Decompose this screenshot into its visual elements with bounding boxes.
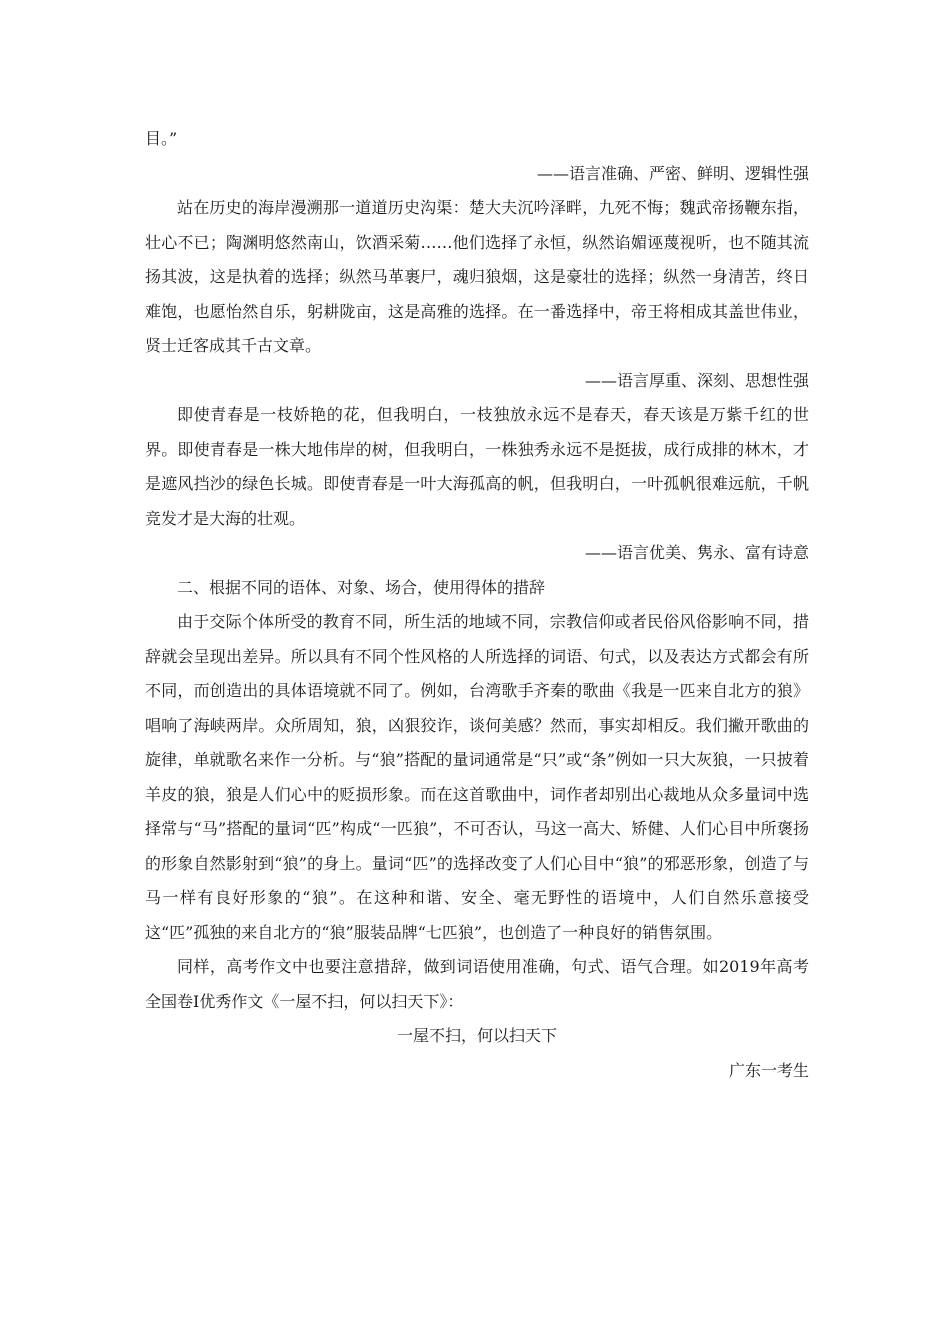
body-paragraph-4: 同样，高考作文中也要注意措辞，做到词语使用准确，句式、语气合理。如2019年高考全国卷Ⅰ优秀作文《一屋不扫，何以扫天下》： bbox=[145, 957, 809, 1011]
fragment-end: 目。” bbox=[145, 129, 178, 148]
essay-author: 广东一考生 bbox=[728, 1060, 809, 1080]
example-source-3: ——语言优美、隽永、富有诗意 bbox=[584, 543, 809, 562]
body-paragraph-3: 由于交际个体所受的教育不同，所生活的地域不同，宗教信仰或者民俗风俗影响不同，措辞就会呈现出差异。所以具有不同个性风格的人所选择的词语、句式，以及表达方式都会有所不同，而创造出的具体语境就不同了。例如，台湾歌手齐秦的歌曲《我是一匹来自北方的狼》唱响了海峡两岸。众所周知，狼，凶狠狡诈，谈何美感？然而，事实却相反。我们撇开歌曲的旋律，单就歌名来作一分析。与“狼”搭配的量词通常是“只”或“条”例如一只大灰狼，一只披着羊皮的狼，狼是人们心中的贬损形象。而在这首歌曲中，词作者却别出心裁地从众多量词中选择常与“马”搭配的量词“匹”构成“一匹狼”，不可否认，马这一高大、矫健、人们心目中所褒扬的形象自然影射到“狼”的身上。量词“匹”的选择改变了人们心目中“狼”的邪恶形象，创造了与马一样有良好形象的“狼”。在这种和谐、安全、毫无野性的语境中，人们自然乐意接受这“匹”孤独的来自北方的“狼”服装品牌“七匹狼”，也创造了一种良好的销售氛围。 bbox=[145, 612, 809, 942]
example-source-2: ——语言厚重、深刻、思想性强 bbox=[584, 370, 809, 390]
section-heading-2: 二、根据不同的语体、对象、场合，使用得体的措辞 bbox=[177, 577, 546, 597]
essay-title: 一屋不扫，何以扫天下 bbox=[396, 1026, 557, 1045]
example-source-1: ——语言准确、严密、鲜明、逻辑性强 bbox=[536, 163, 809, 183]
example-paragraph-1: 站在历史的海岸漫溯那一道道历史沟渠：楚大夫沉吟泽畔，九死不悔；魏武帝扬鞭东指，壮心不已；陶渊明悠然南山，饮酒采菊……他们选择了永恒，纵然谄媚诬蔑视听，也不随其流扬其波，这是执着的选择；纵然马革裹尸，魂归狼烟，这是豪壮的选择；纵然一身清苦，终日难饱，也愿怡然自乐，躬耕陇亩，这是高雅的选择。在一番选择中，帝王将相成其盖世伟业，贤士迁客成其千古文章。 bbox=[145, 198, 809, 355]
document-body bbox=[145, 122, 809, 1088]
example-paragraph-2: 即使青春是一枝娇艳的花，但我明白，一枝独放永远不是春天，春天该是万紫千红的世界。即使青春是一株大地伟岸的树，但我明白，一株独秀永远不是挺拔，成行成排的林木，才是遮风挡沙的绿色长城。即使青春是一叶大海孤高的帆，但我明白，一叶孤帆很难远航，千帆竞发才是大海的壮观。 bbox=[145, 405, 809, 528]
